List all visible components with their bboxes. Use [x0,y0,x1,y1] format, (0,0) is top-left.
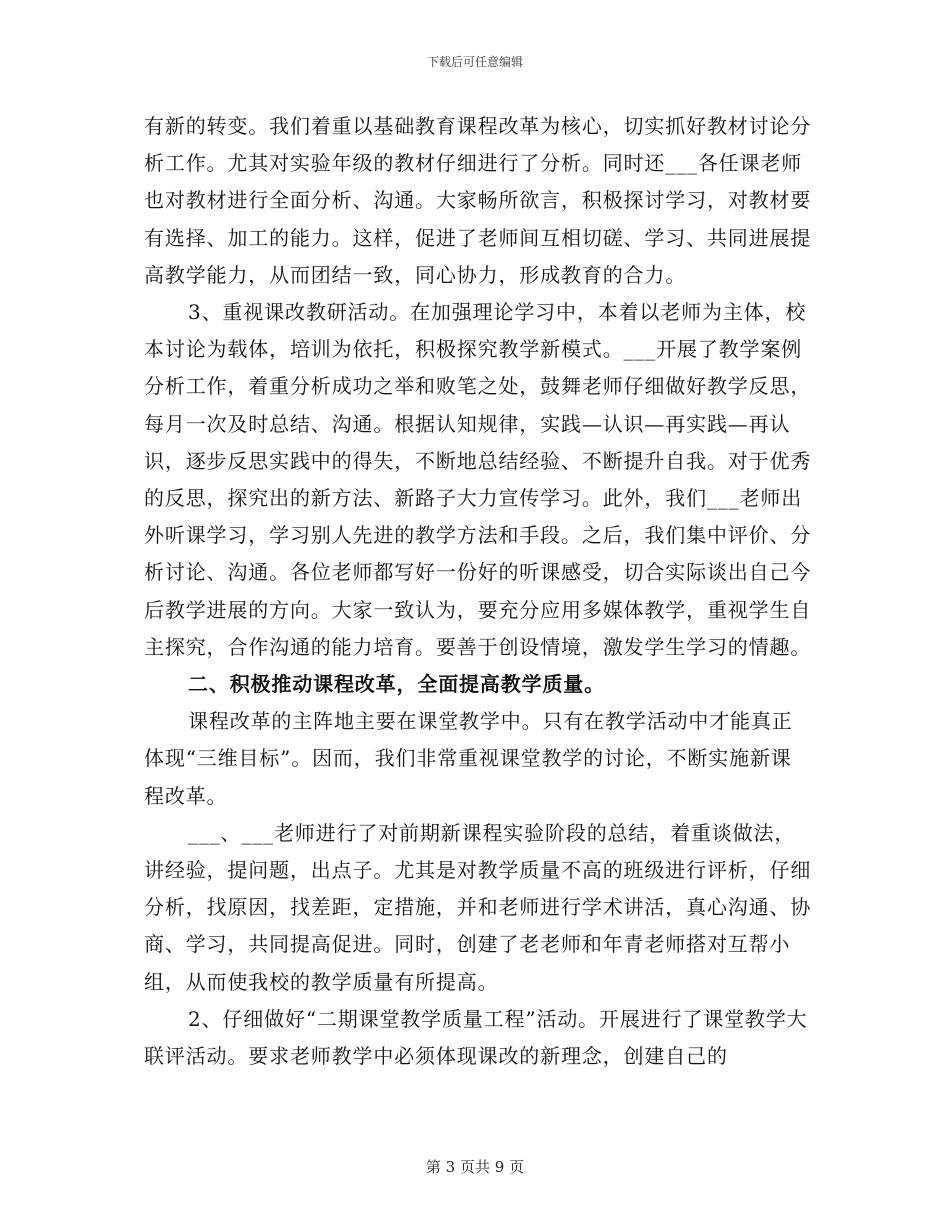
document-body [144,108,812,1075]
paragraph-classroom-reform: 课程改革的主阵地主要在课堂教学中。只有在教学活动中才能真正体现“三维目标”。因而，我们非常重视课堂教学的讨论，不断实施新课程改革。 [144,709,793,808]
paragraph-quality-project: 2、仔细做好“二期课堂教学质量工程”活动。开展进行了课堂教学大联评活动。要求老师教学中必须体现课改的新理念，创建自己的 [144,1006,808,1069]
page-footer-number: 第 3 页共 9 页 [425,1158,525,1176]
paragraph-continuation: 有新的转变。我们着重以基础教育课程改革为核心，切实抓好教材讨论分析工作。尤其对实验年级的教材仔细进行了分析。同时还___各任课老师也对教材进行全面分析、沟通。大家畅所欲言，积极探讨学习，对教材要有选择、加工的能力。这样，促进了老师间互相切磋、学习、共同进展提高教学能力，从而团结一致，同心协力，形成教育的合力。 [144,114,812,287]
paragraph-teaching-research: 3、重视课改教研活动。在加强理论学习中，本着以老师为主体，校本讨论为载体，培训为依托，积极探究教学新模式。___开展了教学案例分析工作，着重分析成功之举和败笔之处，鼓舞老师仔细做好教学反思，每月一次及时总结、沟通。根据认知规律，实践—认识—再实践—再认识，逐步反思实践中的得失，不断地总结经验、不断提升自我。对于优秀的反思，探究出的新方法、新路子大力宣传学习。此外，我们___老师出外听课学习，学习别人先进的教学方法和手段。之后，我们集中评价、分析讨论、沟通。各位老师都写好一份好的听课感受，切合实际谈出自己今后教学进展的方向。大家一致认为，要充分应用多媒体教学，重视学生自主探究，合作沟通的能力培育。要善于创设情境，激发学生学习的情趣。 [144,300,812,659]
page-header-note: 下载后可任意编辑 [426,55,523,69]
section-heading-2: 二、积极推动课程改革，全面提高教学质量。 [188,672,605,697]
paragraph-summary: ___、___老师进行了对前期新课程实验阶段的总结，着重谈做法，讲经验，提问题，出点子。尤其是对教学质量不高的班级进行评析，仔细分析，找原因，找差距，定措施，并和老师进行学术讲活，真心沟通、协商、学习，共同提高促进。同时，创建了老老师和年青老师搭对互帮小组，从而使我校的教学质量有所提高。 [144,820,812,994]
